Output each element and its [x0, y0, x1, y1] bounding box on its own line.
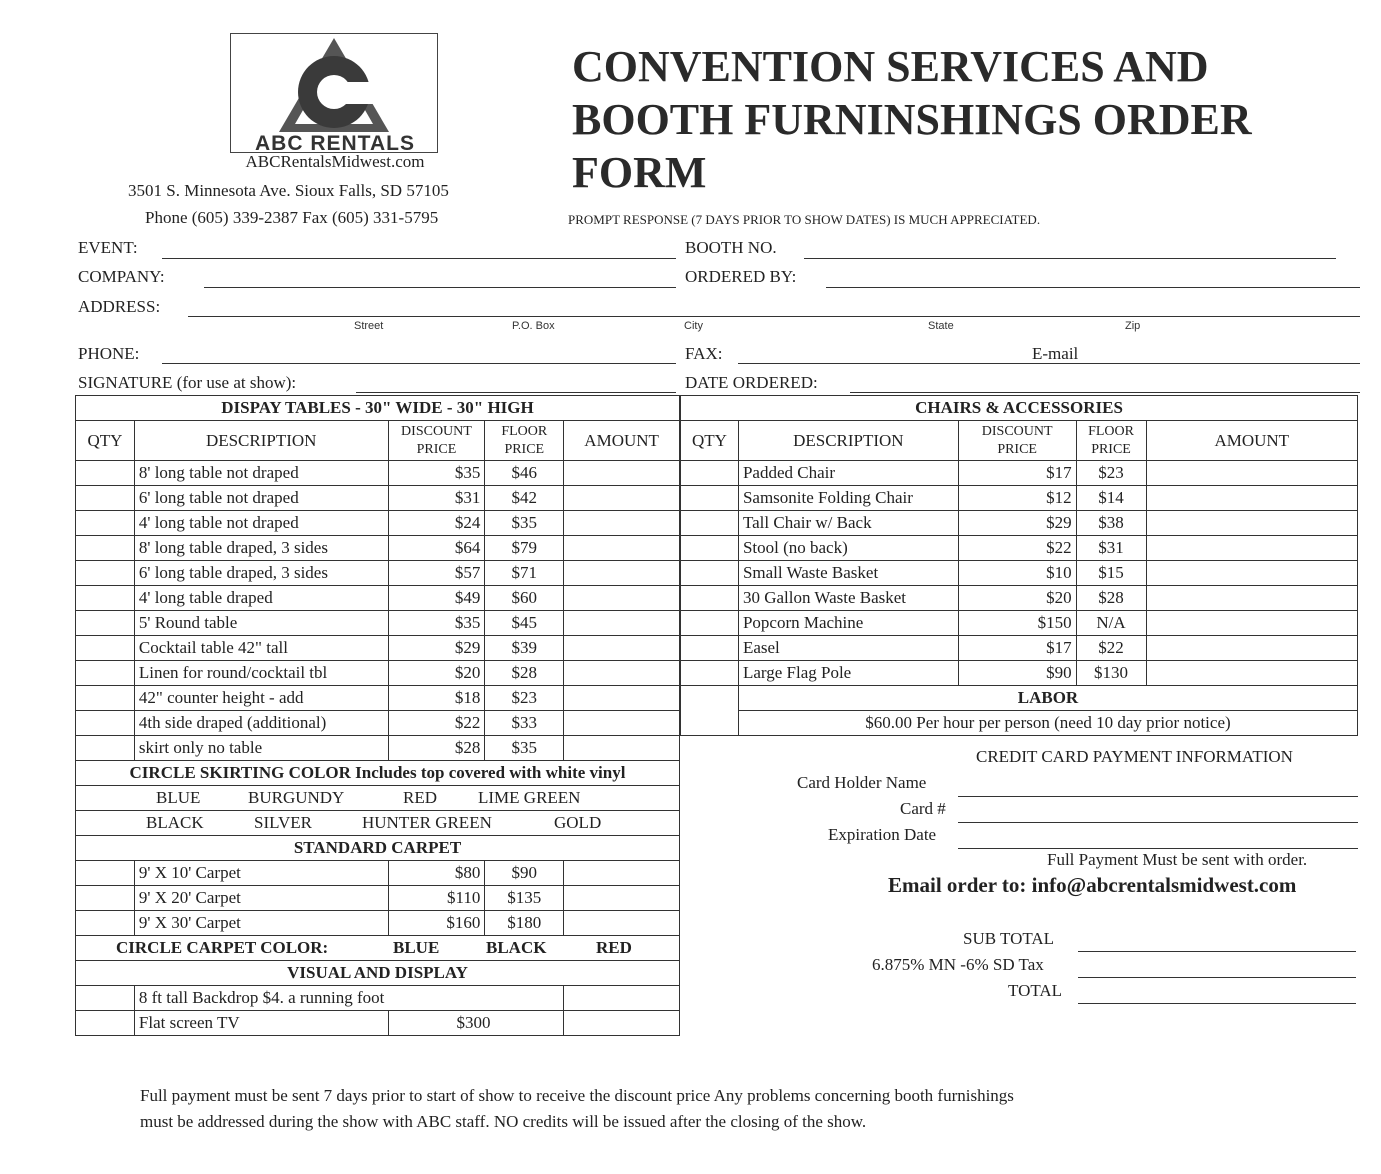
item-row [76, 861, 680, 886]
discount-price: $29 [388, 636, 485, 661]
discount-price: $28 [388, 736, 485, 761]
amount-cell[interactable] [564, 886, 680, 911]
discount-price: $57 [388, 561, 485, 586]
item-row [76, 461, 680, 486]
phone-label: PHONE: [78, 344, 140, 363]
discount-price: $17 [958, 461, 1076, 486]
amount-cell[interactable] [564, 611, 680, 636]
event-field[interactable] [162, 258, 676, 259]
item-description: 4' long table not draped [134, 511, 388, 536]
floor-price: $28 [1076, 586, 1146, 611]
qty-cell[interactable] [76, 561, 135, 586]
discount-price: $64 [388, 536, 485, 561]
item-description: Small Waste Basket [738, 561, 958, 586]
amount-cell[interactable] [564, 536, 680, 561]
item-description: Tall Chair w/ Back [738, 511, 958, 536]
floor-price: $22 [1076, 636, 1146, 661]
amount-cell[interactable] [1146, 636, 1358, 661]
qty-cell[interactable] [76, 511, 135, 536]
item-description: 4th side draped (additional) [134, 711, 388, 736]
po-box-sublabel: P.O. Box [512, 320, 555, 332]
qty-cell[interactable] [76, 736, 135, 761]
floor-price: $35 [485, 736, 564, 761]
floor-price: N/A [1076, 611, 1146, 636]
discount-price: $90 [958, 661, 1076, 686]
item-description: Cocktail table 42" tall [134, 636, 388, 661]
visual-row [76, 986, 680, 1011]
item-description: 4' long table draped [134, 586, 388, 611]
company-website: ABCRentalsMidwest.com [245, 152, 425, 171]
signature-label: SIGNATURE (for use at show): [78, 373, 297, 392]
discount-price: $12 [958, 486, 1076, 511]
discount-price: $80 [388, 861, 485, 886]
qty-cell[interactable] [76, 861, 135, 886]
item-row [76, 911, 680, 936]
amount-cell[interactable] [564, 461, 680, 486]
discount-price: $18 [388, 686, 485, 711]
item-description: Stool (no back) [738, 536, 958, 561]
booth-no-label: BOOTH NO. [685, 238, 777, 257]
amount-cell[interactable] [564, 736, 680, 761]
discount-price: $10 [958, 561, 1076, 586]
item-description: skirt only no table [134, 736, 388, 761]
discount-price: $35 [388, 461, 485, 486]
labor-text: $60.00 Per hour per person (need 10 day prior notice) [738, 711, 1357, 736]
skirting-colors-row-1 [76, 786, 680, 811]
display-tables-title: DISPAY TABLES - 30" WIDE - 30" HIGH [76, 396, 680, 421]
discount-price: $17 [958, 636, 1076, 661]
tax-label: 6.875% MN -6% SD Tax [872, 955, 1044, 974]
item-description: 8 ft tall Backdrop $4. a running foot [134, 986, 563, 1011]
floor-price: $14 [1076, 486, 1146, 511]
qty-cell[interactable] [76, 611, 135, 636]
item-description: Padded Chair [738, 461, 958, 486]
skirting-color-hunter-green[interactable]: HUNTER GREEN [362, 813, 492, 832]
title-line-1: CONVENTION SERVICES AND [572, 42, 1209, 91]
qty-cell[interactable] [681, 586, 739, 611]
amount-cell[interactable] [1146, 561, 1358, 586]
phone-field[interactable] [162, 363, 676, 364]
signature-field[interactable] [356, 392, 676, 393]
floor-price-header: FLOOR PRICE [1076, 421, 1146, 461]
floor-price: $135 [485, 886, 564, 911]
logo-text: ABC RENTALS [255, 132, 415, 155]
discount-price: $110 [388, 886, 485, 911]
item-description: 5' Round table [134, 611, 388, 636]
floor-price: $42 [485, 486, 564, 511]
footer-note [140, 1083, 1014, 1135]
item-description: 9' X 30' Carpet [134, 911, 388, 936]
event-label: EVENT: [78, 238, 138, 257]
qty-cell[interactable] [76, 661, 135, 686]
item-row [76, 536, 680, 561]
card-number-label: Card # [900, 799, 946, 818]
discount-price: $49 [388, 586, 485, 611]
skirting-color-silver[interactable]: SILVER [254, 813, 312, 832]
qty-cell[interactable] [76, 886, 135, 911]
item-description: 6' long table draped, 3 sides [134, 561, 388, 586]
visual-row [76, 1011, 680, 1036]
floor-price: $130 [1076, 661, 1146, 686]
item-price: $300 [388, 1011, 564, 1036]
carpet-color-row [76, 936, 680, 961]
qty-cell[interactable] [681, 486, 739, 511]
description-header: DESCRIPTION [134, 421, 388, 461]
qty-header: QTY [681, 421, 739, 461]
skirting-color-burgundy[interactable]: BURGUNDY [248, 788, 345, 807]
description-header: DESCRIPTION [738, 421, 958, 461]
qty-cell[interactable] [681, 611, 739, 636]
floor-price: $180 [485, 911, 564, 936]
prompt-note: PROMPT RESPONSE (7 DAYS PRIOR TO SHOW DATES) IS MUCH APPRECIATED. [568, 212, 1041, 227]
address-field[interactable] [188, 316, 1360, 317]
carpet-color-label: CIRCLE CARPET COLOR: [116, 938, 329, 957]
title-line-3: FORM [572, 148, 707, 197]
carpet-color-blue[interactable]: BLUE [393, 938, 440, 957]
item-row [681, 511, 1358, 536]
floor-price: $79 [485, 536, 564, 561]
total-field[interactable] [1078, 1003, 1356, 1004]
footer-line-1: Full payment must be sent 7 days prior to start of show to receive the discount price Any problems concerning booth furnishings [140, 1086, 1014, 1105]
total-label: TOTAL [1008, 981, 1063, 1000]
amount-cell[interactable] [564, 711, 680, 736]
item-row [681, 586, 1358, 611]
qty-cell[interactable] [76, 636, 135, 661]
qty-cell[interactable] [76, 536, 135, 561]
company-field[interactable] [204, 287, 676, 288]
discount-price: $22 [388, 711, 485, 736]
skirting-color-red[interactable]: RED [403, 788, 437, 807]
qty-cell[interactable] [681, 461, 739, 486]
amount-cell[interactable] [1146, 586, 1358, 611]
qty-cell[interactable] [76, 711, 135, 736]
amount-cell[interactable] [564, 986, 680, 1011]
item-description: 30 Gallon Waste Basket [738, 586, 958, 611]
company-logo [230, 33, 438, 153]
discount-price: $29 [958, 511, 1076, 536]
amount-cell[interactable] [1146, 486, 1358, 511]
amount-cell[interactable] [564, 911, 680, 936]
chairs-accessories-title: CHAIRS & ACCESSORIES [681, 396, 1358, 421]
amount-cell[interactable] [1146, 461, 1358, 486]
item-description: Linen for round/cocktail tbl [134, 661, 388, 686]
item-row [681, 611, 1358, 636]
qty-cell[interactable] [76, 1011, 135, 1036]
form-title [572, 40, 1252, 199]
discount-price: $150 [958, 611, 1076, 636]
email-order-note: Email order to: info@abcrentalsmidwest.com [888, 873, 1297, 897]
item-row [76, 661, 680, 686]
amount-cell[interactable] [564, 586, 680, 611]
expiration-field[interactable] [958, 848, 1358, 849]
ordered-by-field[interactable] [826, 287, 1360, 288]
floor-price-header: FLOOR PRICE [485, 421, 564, 461]
amount-cell[interactable] [564, 486, 680, 511]
amount-cell[interactable] [1146, 661, 1358, 686]
floor-price: $39 [485, 636, 564, 661]
amount-cell[interactable] [564, 561, 680, 586]
booth-no-field[interactable] [804, 258, 1336, 259]
discount-price: $35 [388, 611, 485, 636]
amount-cell[interactable] [1146, 511, 1358, 536]
discount-price: $160 [388, 911, 485, 936]
amount-cell[interactable] [564, 661, 680, 686]
item-description: Large Flag Pole [738, 661, 958, 686]
skirting-title: CIRCLE SKIRTING COLOR Includes top covered with white vinyl [76, 761, 680, 786]
discount-price: $24 [388, 511, 485, 536]
qty-cell[interactable] [76, 686, 135, 711]
item-row [681, 661, 1358, 686]
tax-field[interactable] [1078, 977, 1356, 978]
full-payment-note: Full Payment Must be sent with order. [1047, 850, 1308, 869]
state-sublabel: State [928, 320, 954, 332]
item-row [681, 461, 1358, 486]
item-row [76, 736, 680, 761]
item-row [76, 586, 680, 611]
amount-cell[interactable] [564, 511, 680, 536]
amount-cell[interactable] [564, 861, 680, 886]
item-description: Easel [738, 636, 958, 661]
street-sublabel: Street [354, 320, 384, 332]
skirting-color-black[interactable]: BLACK [146, 813, 204, 832]
date-ordered-label: DATE ORDERED: [685, 373, 818, 392]
subtotal-field[interactable] [1078, 951, 1356, 952]
qty-cell[interactable] [681, 536, 739, 561]
item-row [76, 511, 680, 536]
email-label: E-mail [1032, 344, 1079, 363]
item-description: 42" counter height - add [134, 686, 388, 711]
floor-price: $38 [1076, 511, 1146, 536]
item-description: 8' long table draped, 3 sides [134, 536, 388, 561]
item-row [681, 536, 1358, 561]
fax-label: FAX: [685, 344, 723, 363]
item-row [681, 486, 1358, 511]
qty-cell[interactable] [76, 486, 135, 511]
skirting-color-lime-green[interactable]: LIME GREEN [478, 788, 581, 807]
discount-price-header: DISCOUNT PRICE [958, 421, 1076, 461]
visual-display-title: VISUAL AND DISPLAY [76, 961, 680, 986]
item-row [76, 686, 680, 711]
labor-title: LABOR [738, 686, 1357, 711]
amount-cell[interactable] [1146, 611, 1358, 636]
amount-cell[interactable] [1146, 536, 1358, 561]
item-description: 9' X 20' Carpet [134, 886, 388, 911]
amount-header: AMOUNT [564, 421, 680, 461]
item-row [681, 636, 1358, 661]
item-description: Flat screen TV [134, 1011, 388, 1036]
amount-cell[interactable] [564, 1011, 680, 1036]
card-number-field[interactable] [958, 822, 1358, 823]
qty-cell[interactable] [681, 661, 739, 686]
skirting-color-gold[interactable]: GOLD [554, 813, 602, 832]
item-description: 8' long table not draped [134, 461, 388, 486]
item-row [76, 636, 680, 661]
floor-price: $23 [485, 686, 564, 711]
date-ordered-field[interactable] [850, 392, 1360, 393]
display-tables-table [75, 395, 680, 1036]
qty-cell[interactable] [681, 511, 739, 536]
discount-price: $31 [388, 486, 485, 511]
expiration-label: Expiration Date [828, 825, 937, 844]
carpet-color-red[interactable]: RED [596, 938, 632, 957]
floor-price: $35 [485, 511, 564, 536]
title-line-2: BOOTH FURNINSHINGS ORDER [572, 95, 1252, 144]
city-sublabel: City [684, 320, 703, 332]
qty-cell[interactable] [681, 561, 739, 586]
zip-sublabel: Zip [1125, 320, 1141, 332]
item-description: 9' X 10' Carpet [134, 861, 388, 886]
floor-price: $28 [485, 661, 564, 686]
company-label: COMPANY: [78, 267, 165, 286]
amount-cell[interactable] [564, 686, 680, 711]
qty-cell[interactable] [681, 636, 739, 661]
amount-header: AMOUNT [1146, 421, 1358, 461]
card-holder-label: Card Holder Name [797, 773, 927, 792]
discount-price: $22 [958, 536, 1076, 561]
qty-cell[interactable] [76, 461, 135, 486]
qty-header: QTY [76, 421, 135, 461]
company-address: 3501 S. Minnesota Ave. Sioux Falls, SD 57105 [128, 181, 449, 200]
chairs-accessories-table [680, 395, 1358, 736]
item-row [681, 561, 1358, 586]
item-description: Samsonite Folding Chair [738, 486, 958, 511]
floor-price: $15 [1076, 561, 1146, 586]
floor-price: $71 [485, 561, 564, 586]
floor-price: $31 [1076, 536, 1146, 561]
ordered-by-label: ORDERED BY: [685, 267, 797, 286]
item-description: 6' long table not draped [134, 486, 388, 511]
floor-price: $33 [485, 711, 564, 736]
item-row [76, 486, 680, 511]
skirting-color-blue[interactable]: BLUE [156, 788, 201, 807]
discount-price: $20 [388, 661, 485, 686]
amount-cell[interactable] [564, 636, 680, 661]
qty-cell[interactable] [76, 586, 135, 611]
skirting-colors-row-2 [76, 811, 680, 836]
carpet-color-black[interactable]: BLACK [486, 938, 547, 957]
item-row [76, 611, 680, 636]
address-label: ADDRESS: [78, 297, 161, 316]
floor-price: $23 [1076, 461, 1146, 486]
floor-price: $90 [485, 861, 564, 886]
floor-price: $60 [485, 586, 564, 611]
item-description: Popcorn Machine [738, 611, 958, 636]
item-row [76, 561, 680, 586]
floor-price: $45 [485, 611, 564, 636]
company-phone-fax: Phone (605) 339-2387 Fax (605) 331-5795 [145, 208, 439, 227]
subtotal-label: SUB TOTAL [963, 929, 1055, 948]
item-row [76, 711, 680, 736]
qty-cell[interactable] [76, 986, 135, 1011]
item-row [76, 886, 680, 911]
card-holder-field[interactable] [958, 796, 1358, 797]
credit-card-title: CREDIT CARD PAYMENT INFORMATION [976, 747, 1293, 766]
discount-price: $20 [958, 586, 1076, 611]
footer-line-2: must be addressed during the show with ABC staff. NO credits will be issued after the closing of the show. [140, 1112, 867, 1131]
floor-price: $46 [485, 461, 564, 486]
carpet-title: STANDARD CARPET [76, 836, 680, 861]
qty-cell[interactable] [76, 911, 135, 936]
discount-price-header: DISCOUNT PRICE [388, 421, 485, 461]
